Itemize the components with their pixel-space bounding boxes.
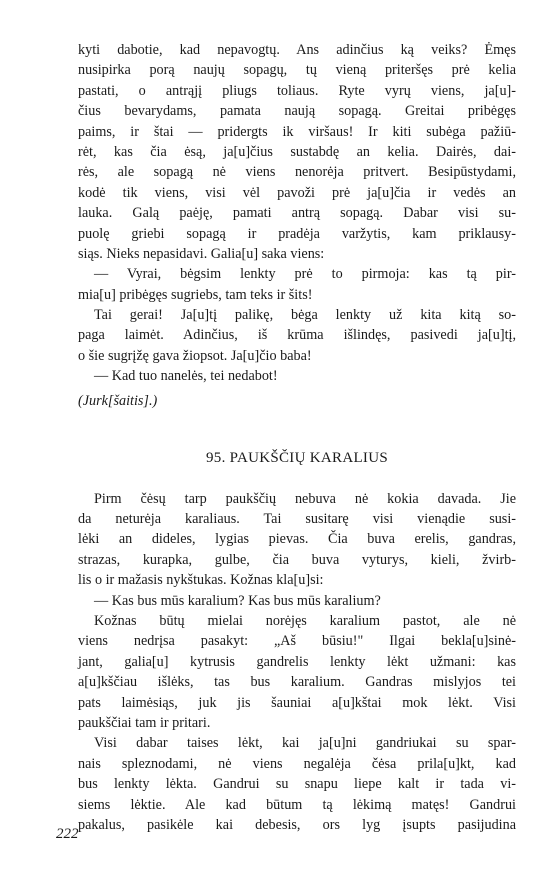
text-line: bus lenkty lėkta. Gandrui su snapu liepe kalt ir tada vi- (78, 776, 516, 793)
text-line: Kožnas būtų mielai norėjęs karalium pastot, ale nė (94, 612, 516, 629)
text-line: — Kas bus mūs karalium? Kas bus mūs karalium? (94, 592, 381, 609)
text-line: Visi dabar taises lėkt, kai ja[u]ni gandriukai su spar- (94, 735, 516, 752)
section-heading: 95. PAUKŠČIŲ KARALIUS (205, 449, 389, 466)
source-attribution: (Jurk[šaitis].) (78, 392, 158, 409)
text-line: lauka. Galą paėję, pamati antrą sopagą. Dabar visi su- (78, 205, 516, 222)
text-line: Pirm čėsų tarp paukščių nebuva nė kokia davada. Jie (94, 490, 516, 507)
text-line: — Kad tuo nanelės, tei nedabot! (94, 368, 278, 385)
text-line: rės, ale sopagą nė viens nenorėja pritvert. Besipūstydami, (78, 164, 516, 181)
text-line: strazas, kurapka, gulbe, čia buva vyturys, kieli, žvirb- (78, 551, 516, 568)
text-line: viens nedrįsa pasakyt: „Aš būsiu!" Ilgai bekla[u]sinė- (78, 633, 516, 650)
text-line: mia[u] pribėgęs sugriebs, tam teks ir šits! (78, 286, 313, 303)
page-number: 222 (56, 826, 79, 842)
text-line: rėt, kas čia ėsą, ja[u]čius sustabdę an kelia. Dairės, dai- (78, 143, 516, 160)
story-text (78, 489, 516, 836)
text-line: lis o ir mažasis nykštukas. Kožnas kla[u]si: (78, 572, 324, 589)
text-line: pats laimėsiąs, juk jis šauniai a[u]kštai mok lėkt. Visi (78, 694, 516, 711)
text-line: pastati, o antrąjį pliugs toliaus. Ryte vyrų viens, ja[u]- (78, 82, 516, 99)
text-line: nais spleznodami, nė viens negalėja čėsa prila[u]kt, kad (78, 755, 516, 772)
text-line: paukščiai tam ir pritari. (78, 714, 211, 731)
text-line: čius bevarydams, pamata naują sopagą. Greitai pribėgęs (78, 103, 516, 120)
text-line: siąs. Nieks nepasidavi. Galia[u] saka viens: (78, 245, 325, 262)
text-line: da neturėja karaliaus. Tai susitarę visi vienądie susi- (78, 511, 516, 528)
text-line: puolę griebi sopagą ir pradėja varžytis, kam priklausy- (78, 225, 516, 242)
text-line: — Vyrai, bėgsim lenkty prė to pirmoja: kas tą pir- (94, 266, 516, 283)
text-line: paga laimėt. Adinčius, iš krūma išlindęs, pasivedi ja[u]tį, (78, 327, 516, 344)
text-line: Tai gerai! Ja[u]tį palikę, bėga lenkty už kita kitą so- (94, 307, 516, 324)
text-line: nusipirka porą naujų sopagų, tų vieną priteršęs prė kelia (78, 62, 516, 79)
text-line: a[u]kščiau išlėks, tas bus karalium. Gandras mislyjos tei (78, 674, 516, 691)
text-line: kyti dabotie, kad nepavogtų. Ans adinčius ką veiks? Ėmęs (78, 42, 516, 58)
text-line: kodė tik viens, visi vėl pavoži prė ja[u]čia ir vedės an (78, 184, 516, 201)
text-line: o šie sugrįžę gava žiopsot. Ja[u]čio baba! (78, 347, 312, 364)
text-line: jant, galia[u] kytrusis gandrelis lenkty lėkt užmani: kas (78, 653, 516, 670)
text-line: lėki an dideles, lygias pievas. Čia buva erelis, gandras, (78, 531, 516, 548)
page-body (78, 40, 516, 835)
text-line: siems lėktie. Ale kad būtum tą lėkimą matęs! Gandrui (78, 796, 516, 813)
text-line: pakalus, pasikėle kai debesis, ors lyg įsupts pasijudina (78, 816, 516, 833)
text-line: paims, ir štai — pridergts ik viršaus! Ir kiti subėga pažiū- (78, 123, 516, 140)
story-continuation (78, 40, 516, 387)
